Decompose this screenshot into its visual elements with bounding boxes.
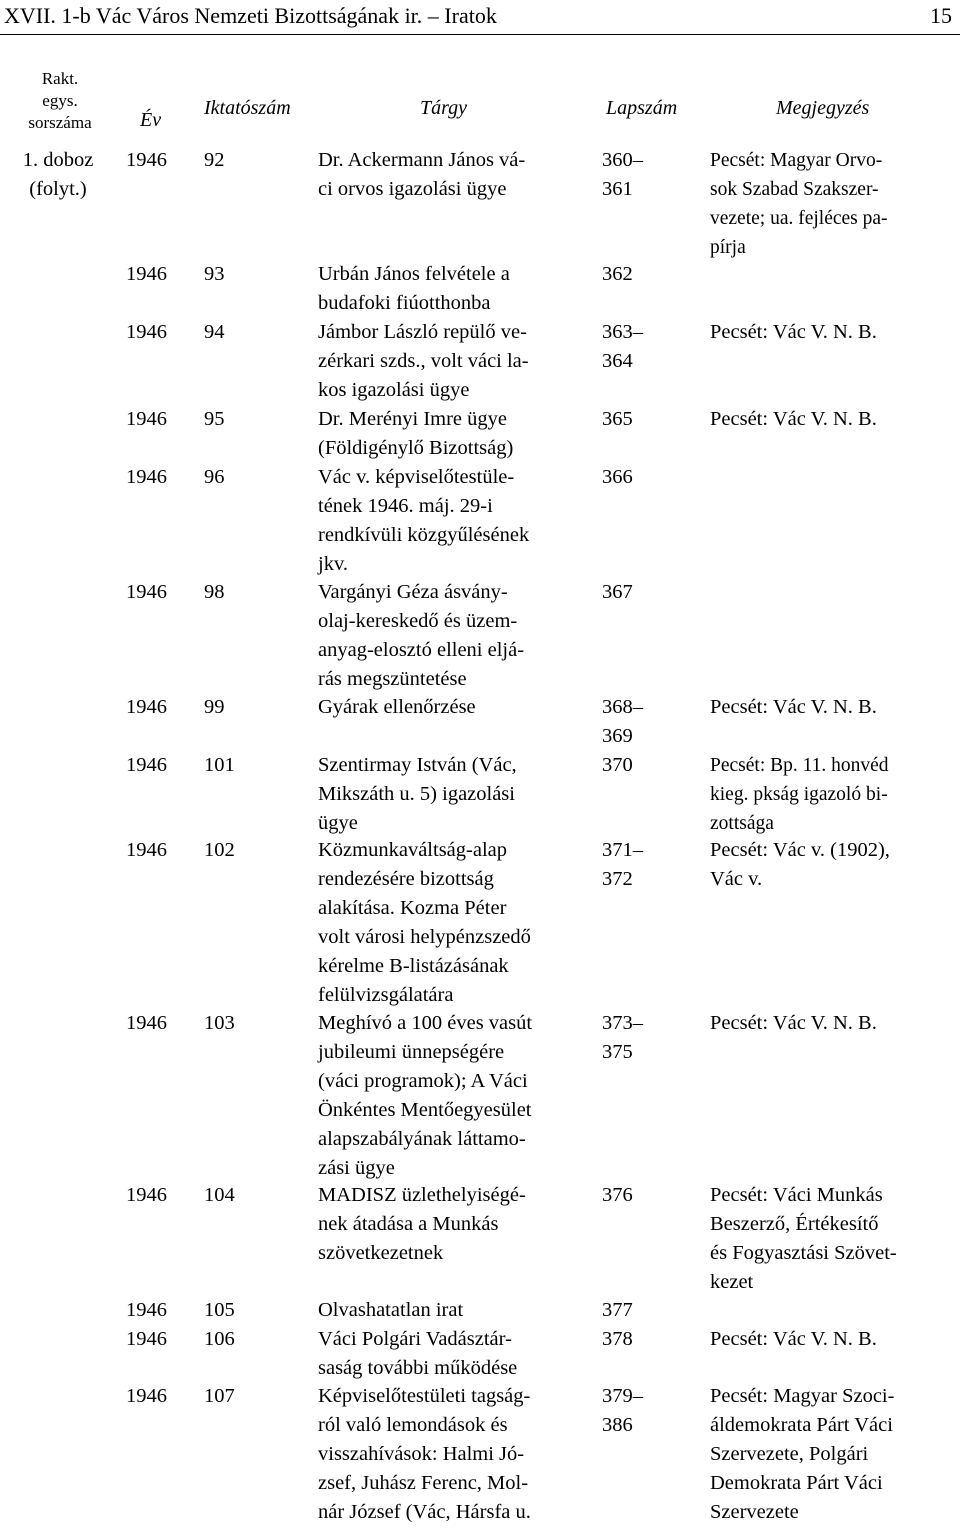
year-cell: 1946: [126, 696, 167, 718]
subject-cell: Képviselőtestületi tagság- ról való lemondások és visszahívások: Halmi Jó- zsef, Juhász Ferenc, Mol- nár József (Vác, Hársfa u.: [318, 1385, 531, 1523]
pages-cell: 373– 375: [602, 1012, 643, 1063]
year-cell: 1946: [126, 581, 167, 603]
year-cell: 1946: [126, 1385, 167, 1407]
pages-cell: 370: [602, 754, 633, 776]
year-cell: 1946: [126, 1012, 167, 1034]
note-cell: Pecsét: Váci Munkás Beszerző, Értékesítő és Fogyasztási Szövet- kezet: [710, 1184, 897, 1293]
subject-cell: Vác v. képviselőtestüle- tének 1946. máj. 29-i rendkívüli közgyűlésének jkv.: [318, 466, 530, 575]
subject-cell: Vargányi Géza ásvány- olaj-kereskedő és üzem- anyag-elosztó elleni eljá- rás megszüntetése: [318, 581, 525, 690]
year-cell: 1946: [126, 263, 167, 285]
subject-cell: Jámbor László repülő ve- zérkari szds., volt váci la- kos igazolási ügye: [318, 321, 529, 401]
page-number: 15: [930, 3, 952, 28]
year-cell: 1946: [126, 466, 167, 488]
year-cell: 1946: [126, 1299, 167, 1321]
subject-cell: Dr. Ackermann János vá- ci orvos igazolási ügye: [318, 149, 526, 200]
pages-cell: 363– 364: [602, 321, 643, 372]
id-cell: 95: [204, 408, 225, 430]
subject-cell: Urbán János felvétele a budafoki fiúotthonba: [318, 263, 510, 314]
running-title: XVII. 1-b Vác Város Nemzeti Bizottságának ir. – Iratok: [4, 3, 497, 28]
subject-cell: Gyárak ellenőrzése: [318, 696, 476, 718]
note-cell: Pecsét: Vác V. N. B.: [710, 1328, 877, 1350]
id-cell: 99: [204, 696, 225, 718]
note-cell: Pecsét: Magyar Orvo- sok Szabad Szakszer- vezete; ua. fejléces pa- pírja: [710, 150, 888, 258]
pages-cell: 367: [602, 581, 633, 603]
id-cell: 93: [204, 263, 225, 285]
id-cell: 102: [204, 839, 235, 861]
note-cell: Pecsét: Magyar Szoci- áldemokrata Párt Váci Szervezete, Polgári Demokrata Párt Váci Szervezete: [710, 1385, 895, 1523]
id-cell: 98: [204, 581, 225, 603]
pages-cell: 379– 386: [602, 1385, 643, 1436]
note-cell: Pecsét: Vác V. N. B.: [710, 1012, 877, 1034]
id-cell: 104: [204, 1184, 235, 1206]
id-cell: 107: [204, 1385, 235, 1407]
id-cell: 106: [204, 1328, 235, 1350]
box-label: 1. doboz (folyt.): [22, 149, 94, 200]
pages-cell: 376: [602, 1184, 633, 1206]
id-cell: 101: [204, 754, 235, 776]
year-cell: 1946: [126, 1184, 167, 1206]
pages-cell: 371– 372: [602, 839, 643, 890]
pages-cell: 366: [602, 466, 633, 488]
subject-cell: Szentirmay István (Vác, Mikszáth u. 5) igazolási ügye: [318, 754, 517, 834]
pages-cell: 360– 361: [602, 149, 643, 200]
subject-cell: Közmunkaváltság-alap rendezésére bizottság alakítása. Kozma Péter volt városi helypénzszedő kérelme B-listázásának felülvizsgálatára: [318, 839, 531, 1006]
year-cell: 1946: [126, 839, 167, 861]
year-cell: 1946: [126, 321, 167, 343]
column-header-rakt: Rakt. egys. sorszáma: [28, 69, 92, 132]
subject-cell: MADISZ üzlethelyiségé- nek átadása a Munkás szövetkezetnek: [318, 1184, 526, 1264]
column-header-lapszam: Lapszám: [606, 97, 678, 119]
page-header: [0, 0, 960, 32]
note-cell: Pecsét: Bp. 11. honvéd kieg. pkság igazoló bi- zottsága: [710, 755, 889, 834]
year-cell: 1946: [126, 408, 167, 430]
column-header-megjegyzes: Megjegyzés: [776, 97, 870, 119]
subject-cell: Meghívó a 100 éves vasút jubileumi ünnepségére (váci programok); A Váci Önkéntes Mentőegyesület alapszabályának láttamo- zási ügye: [318, 1012, 533, 1179]
pages-cell: 362: [602, 263, 633, 285]
id-cell: 94: [204, 321, 225, 343]
id-cell: 105: [204, 1299, 235, 1321]
header-rule: [0, 34, 960, 35]
column-header-iktato: Iktatószám: [204, 97, 291, 119]
pages-cell: 365: [602, 408, 633, 430]
subject-cell: Váci Polgári Vadásztár- saság további működése: [318, 1328, 518, 1379]
year-cell: 1946: [126, 754, 167, 776]
pages-cell: 368– 369: [602, 696, 643, 747]
pages-cell: 377: [602, 1299, 633, 1321]
id-cell: 92: [204, 149, 225, 171]
subject-cell: Dr. Merényi Imre ügye (Földigénylő Bizottság): [318, 408, 514, 459]
year-cell: 1946: [126, 149, 167, 171]
year-cell: 1946: [126, 1328, 167, 1350]
column-header-targy: Tárgy: [420, 97, 468, 119]
note-cell: Pecsét: Vác V. N. B.: [710, 408, 877, 430]
note-cell: Pecsét: Vác v. (1902), Vác v.: [710, 839, 890, 890]
id-cell: 96: [204, 466, 225, 488]
note-cell: Pecsét: Vác V. N. B.: [710, 321, 877, 343]
note-cell: Pecsét: Vác V. N. B.: [710, 696, 877, 718]
id-cell: 103: [204, 1012, 235, 1034]
column-header-year: Év: [140, 109, 162, 131]
pages-cell: 378: [602, 1328, 633, 1350]
subject-cell: Olvashatatlan irat: [318, 1299, 464, 1321]
